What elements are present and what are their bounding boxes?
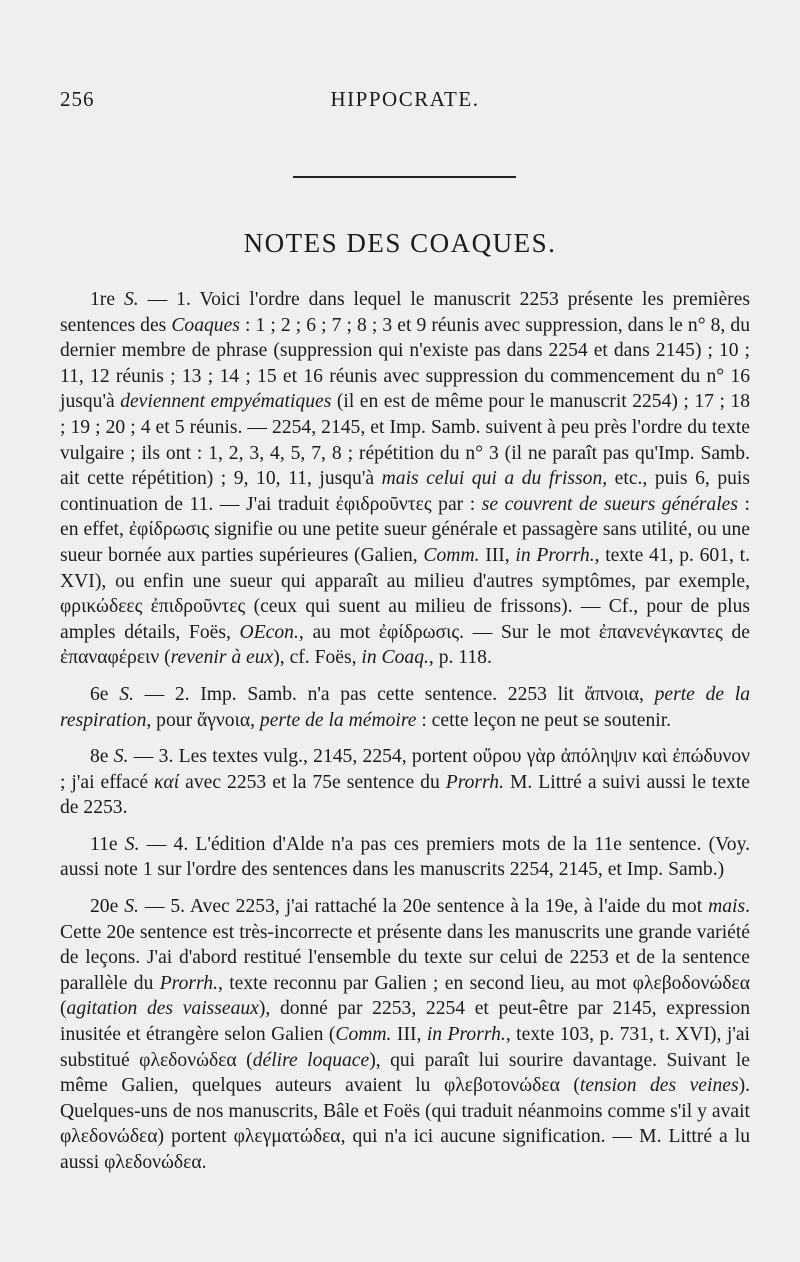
- text-run: 20e: [90, 896, 125, 918]
- text-run: , texte 103, p. 731, t. XVI), j'ai substitué φλεδονώδεα (: [60, 1024, 751, 1071]
- text-run: , texte reconnu par Galien ; en second lieu, au mot φλεβοδονώδεα (: [60, 972, 750, 1020]
- text-run: — 2. Imp. Samb. n'a pas cette sentence. 2253 lit ἄπνοια,: [133, 683, 655, 705]
- italic-text: in Coaq.: [361, 647, 429, 669]
- italic-text: agitation des vaisseaux: [66, 998, 259, 1020]
- running-header: [60, 87, 750, 117]
- text-run: (il en est de même pour le manuscrit 2254) ; 17 ; 18 ; 19 ; 20 ; 4 et 5 réunis. — 2254, 2145, et Imp. Samb. suivent à peu près l'ordre du texte vulgaire ; ils ont : 1, 2, 3, 4, 5, 7, 8 ; répétition du n° 3 (il ne paraît pas qu'Imp. Samb. ait cette répétition) ; 9, 10, 11, jusqu'à: [60, 391, 750, 490]
- notes-body: [60, 287, 750, 1176]
- text-run: — 5. Avec 2253, j'ai rattaché la 20e sentence à la 19e, à l'aide du mot: [138, 896, 709, 918]
- italic-text: mais celui qui a du frisson,: [381, 468, 608, 490]
- text-run: 1re: [90, 289, 124, 310]
- text-run: : 1 ; 2 ; 6 ; 7 ; 8 ; 3 et 9 réunis avec suppression, dans le n° 8, du dernier membre de phrase (suppression qui n'existe pas dans 2254 et dans 2145) ; 10 ; 11, 12 réunis ; 13 ; 14 ; 15 et 16 réunis avec suppression du commencement du n° 16 jusqu'à: [60, 314, 750, 413]
- italic-text: OEcon.: [239, 621, 299, 643]
- text-run: — 3. Les textes vulg., 2145, 2254, portent οὔρου γὰρ ἀπόληψιν καὶ ἐπώδυνον ; j'ai effacé: [60, 746, 750, 793]
- text-run: ), donné par 2253, 2254 et peut-être par 2145, expression inusitée et étrangère selon Galien (: [60, 998, 750, 1046]
- italic-text: mais: [708, 896, 746, 918]
- italic-text: S.: [123, 289, 139, 310]
- text-run: etc., puis 6, puis continuation de 11. — J'ai traduit ἐφιδροῦντες par :: [60, 468, 750, 515]
- text-run: III,: [479, 544, 516, 566]
- note-paragraph: [60, 682, 750, 733]
- italic-text: tension des veines: [579, 1075, 739, 1097]
- text-run: ). Quelques-uns de nos manuscrits, Bâle et Foës (qui traduit néanmoins comme s'il y avait φλεδονώδεα) portent φλεγματώδεα, qui n'a ici aucune signification. — M. Littré a lu aussi φλεδονώδεα.: [60, 1075, 751, 1173]
- text-run: ), cf. Foës,: [273, 647, 362, 669]
- text-run: , au mot ἐφίδρωσις. — Sur le mot ἐπανενέγκαντες de ἐπαναφέρειν (: [60, 621, 751, 669]
- note-paragraph: [60, 832, 750, 883]
- italic-text: perte de la mémoire: [259, 709, 417, 731]
- header-rule: [293, 176, 516, 178]
- text-run: — 4. L'édition d'Alde n'a pas ces premiers mots de la 11e sentence. (Voy. aussi note 1 sur l'ordre des sentences dans les manuscrits 2254, 2145, et Imp. Samb.): [60, 833, 750, 881]
- italic-text: deviennent empyématiques: [120, 391, 332, 413]
- text-run: III,: [391, 1024, 427, 1046]
- italic-text: in Prorrh.: [515, 544, 595, 566]
- note-paragraph: [60, 744, 750, 821]
- text-run: M. Littré a suivi aussi le texte de 2253.: [60, 771, 750, 819]
- italic-text: S.: [113, 746, 129, 768]
- text-run: 11e: [90, 833, 125, 855]
- text-run: ), qui paraît lui sourire davantage. Suivant le même Galien, quelques auteurs avaient lu φλεβοτονώδεα (: [60, 1049, 750, 1097]
- italic-text: in Prorrh.: [426, 1024, 506, 1046]
- text-run: , pour ἄγνοια,: [146, 709, 260, 731]
- section-title: NOTES DES COAQUES.: [243, 228, 557, 258]
- page-number: 256: [60, 87, 95, 111]
- italic-text: S.: [119, 683, 134, 705]
- note-paragraph: [60, 894, 750, 1176]
- text-run: : en effet, ἐφίδρωσις signifie ou une petite sueur générale et passagère sans utilité, ou une sueur bornée aux parties supérieures (Galien,: [60, 493, 750, 566]
- text-run: : cette leçon ne peut se soutenir.: [416, 709, 672, 731]
- italic-text: S.: [124, 896, 139, 918]
- text-run: 6e: [90, 683, 120, 705]
- italic-text: Prorrh.: [159, 972, 218, 994]
- italic-text: se couvrent de sueurs générales: [481, 493, 738, 515]
- text-run: , texte 41, p. 601, t. XVI), ou enfin une sueur qui apparaît au milieu d'autres symptômes, par exemple, φρικώδεες ἐπιδροῦντες (ceux qui suent au milieu de frissons). — Cf., pour de plus amples détails, Foës,: [60, 544, 750, 643]
- italic-text: Comm.: [335, 1024, 392, 1046]
- text-run: . Cette 20e sentence est très-incorrecte et présente dans les manuscrits une grande variété de leçons. J'ai d'abord restitué l'ensemble du texte sur celui de 2253 et de la sentence parallèle du: [60, 896, 750, 994]
- text-run: , p. 118.: [428, 647, 492, 669]
- running-title: HIPPOCRATE.: [330, 87, 480, 111]
- text-run: avec 2253 et la 75e sentence du: [179, 771, 446, 793]
- italic-text: Prorrh.: [445, 771, 505, 793]
- italic-text: délire loquace: [252, 1049, 370, 1071]
- italic-text: Coaques: [171, 314, 240, 336]
- note-paragraph: [60, 287, 750, 671]
- italic-text: revenir à eux: [170, 647, 274, 669]
- text-run: — 1. Voici l'ordre dans lequel le manuscrit 2253 présente les premières sentences des: [60, 289, 750, 336]
- italic-text: καί: [154, 771, 180, 793]
- italic-text: S.: [124, 833, 140, 855]
- italic-text: Comm.: [423, 544, 480, 566]
- text-run: 8e: [90, 746, 114, 768]
- italic-text: perte de la respiration: [60, 683, 750, 731]
